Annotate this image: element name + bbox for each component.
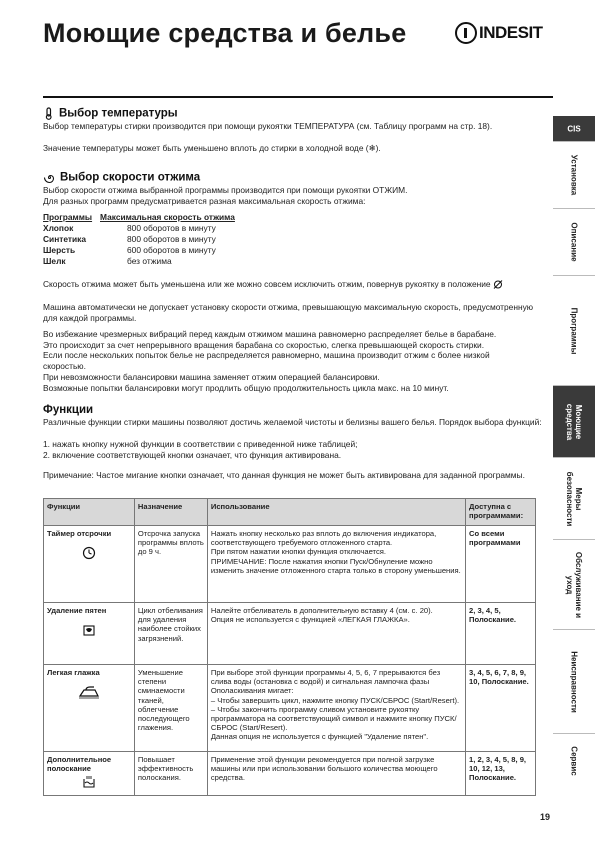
rinse-icon: [82, 775, 96, 788]
spin-row-speed: 800 оборотов в минуту: [127, 234, 216, 244]
spin-para1-text: Скорость отжима может быть уменьшена или же можно совсем исключить отжим, повернув рукоятку в положение: [43, 279, 491, 289]
spin-para5: Возможные попытки балансировки могут продлить общую продолжительность цикла макс. на 10 минут.: [43, 383, 449, 393]
brand-logo: [455, 22, 543, 44]
tab-label: Описание: [569, 222, 579, 262]
function-programs: 3, 4, 5, 6, 7, 8, 9, 10, Полоскание.: [466, 665, 536, 752]
spin-row-speed: 800 оборотов в минуту: [127, 223, 216, 233]
spin-row-program: Шелк: [43, 256, 66, 266]
table-header: Использование: [207, 499, 465, 526]
function-programs: Со всеми программами: [466, 526, 536, 603]
function-name-cell: [44, 526, 135, 603]
function-usage: При выборе этой функции программы 4, 5, 6, 7 прерываются без слива воды (остановка с водой) и сигнальная лампочка фазы Ополаскивания мигает: – Чтобы завершить цикл, нажмите кнопку ПУСК/СБРОС (Start/Resert). – Чтобы закончить программу сливом установите рукоятку программатора на соответствующий символ и нажмите кнопку ПУСК/СБРОС (Start/Resert). Данная опция не используется с функцией "Удаление пятен".: [207, 665, 465, 752]
function-name-cell: [44, 752, 135, 796]
spin-row-speed: 600 оборотов в минуту: [127, 245, 216, 255]
table-header-row: [44, 499, 536, 526]
spin-row: [43, 223, 343, 234]
spin-col-programs: Программы: [43, 212, 93, 222]
temperature-heading: [43, 107, 178, 120]
functions-note: Примечание: Частое мигание кнопки означает, что данная функция не может быть активирована для заданной программы.: [43, 470, 525, 480]
tab-label: Меры безопасности: [565, 471, 583, 526]
spin-row-speed: без отжима: [127, 256, 172, 266]
spin-row: [43, 245, 343, 256]
functions-heading: Функции: [43, 404, 94, 416]
brand-name: INDESIT: [479, 23, 543, 42]
spin-line2: Для разных программ предусматривается разная максимальная скорость отжима:: [43, 196, 366, 206]
table-row: [44, 665, 536, 752]
function-name-cell: [44, 603, 135, 665]
spin-row-program: Хлопок: [43, 223, 74, 233]
tab-label: Обслуживание и уход: [565, 551, 583, 618]
function-purpose: Цикл отбеливания для удаления наиболее стойких загрязнений.: [134, 603, 207, 665]
spin-row: [43, 256, 343, 267]
page-title: Моющие средства и белье: [43, 18, 407, 48]
indesit-logo-icon: [455, 22, 477, 44]
no-spin-icon: [493, 280, 503, 289]
functions-intro: Различные функции стирки машины позволяют достичь желаемой чистоты и белизны вашего белья. Порядок выбора функций:: [43, 417, 542, 427]
thermometer-icon: [43, 107, 55, 120]
function-usage: Нажать кнопку несколько раз вплоть до включения индикатора, соответствующего требуемого отложенного старта. При пятом нажатии кнопки функция отключается. ПРИМЕЧАНИЕ: После нажатия кнопки Пуск/Обнуление можно изменить значение отложенного старта только в сторону уменьшения.: [207, 526, 465, 603]
spin-row: [43, 234, 343, 245]
function-purpose: Отсрочка запуска программы вплоть до 9 ч.: [134, 526, 207, 603]
header-divider: [43, 96, 553, 98]
function-purpose: Повышает эффективность полоскания.: [134, 752, 207, 796]
page-number: 19: [540, 812, 551, 822]
spin-para4: При невозможности балансировки машина заменяет отжим операцией балансировки.: [43, 372, 380, 382]
tab-label: Неисправности: [569, 650, 579, 713]
table-row: [44, 752, 536, 796]
spin-para3: Во избежание чрезмерных вибраций перед каждым отжимом машина равномерно распределяет белье в барабане. Это происходит за счет непрерывного вращения барабана со скоростью, слегка превышающей скорость стирки. Если после нескольких попыток белье не распределяется равномерно, машина производит отжим с более низкой скоростью.: [43, 329, 497, 372]
spin-line1: Выбор скорости отжима выбранной программы производится при помощи рукоятки ОТЖИМ.: [43, 185, 408, 195]
tab-programs[interactable]: [553, 276, 595, 386]
clock-icon: [82, 546, 96, 560]
spin-heading-text: Выбор скорости отжима: [60, 171, 201, 184]
function-name: Таймер отсрочки: [47, 529, 112, 538]
tab-installation[interactable]: [553, 142, 595, 209]
tab-maintenance[interactable]: [553, 540, 595, 630]
tab-detergents[interactable]: [553, 386, 595, 458]
stain-icon: [82, 623, 96, 637]
table-header: Функции: [44, 499, 135, 526]
spin-para2: Машина автоматически не допускает установку скорости отжима, превышающую максимальную скорость, предусмотренную для каждой программы.: [43, 302, 534, 323]
function-purpose: Уменьшение степени сминаемости тканей, облегчение последующего глажения.: [134, 665, 207, 752]
tab-label: Установка: [569, 154, 579, 196]
spin-para1: [43, 279, 543, 290]
spin-heading: [43, 171, 200, 184]
spin-row-program: Шерсть: [43, 245, 76, 255]
function-name: Легкая глажка: [47, 668, 100, 677]
function-usage: Применение этой функции рекомендуется при полной загрузке машины или при использовании большого количества моющего средства.: [207, 752, 465, 796]
functions-table: [43, 498, 536, 796]
function-name-cell: [44, 665, 135, 752]
tab-troubleshooting[interactable]: [553, 630, 595, 734]
spin-spiral-icon: [43, 171, 56, 184]
function-name: Удаление пятен: [47, 606, 107, 615]
table-header: Назначение: [134, 499, 207, 526]
tab-label: Программы: [569, 307, 579, 354]
temperature-line2: Значение температуры может быть уменьшено вплоть до стирки в холодной воде (❄).: [43, 143, 381, 153]
table-row: [44, 526, 536, 603]
tab-label: CIS: [567, 124, 581, 133]
functions-step1: 1. нажать кнопку нужной функции в соответствии с приведенной ниже таблицей;: [43, 439, 358, 449]
tab-label: Моющие средства: [565, 403, 583, 440]
function-programs: 2, 3, 4, 5, Полоскание.: [466, 603, 536, 665]
temperature-heading-text: Выбор температуры: [59, 107, 178, 120]
spin-row-program: Синтетика: [43, 234, 87, 244]
function-usage: Налейте отбеливатель в дополнительную вставку 4 (см. с. 20). Опция не используется с функцией «ЛЕГКАЯ ГЛАЖКА».: [207, 603, 465, 665]
table-header: Доступна с программами:: [466, 499, 536, 526]
temperature-line1: Выбор температуры стирки производится при помощи рукоятки ТЕМПЕРАТУРА (см. Таблицу программ на стр. 18).: [43, 121, 493, 131]
spin-col-speed: Максимальная скорость отжима: [100, 212, 235, 222]
function-programs: 1, 2, 3, 4, 5, 8, 9, 10, 12, 13, Полоскание.: [466, 752, 536, 796]
functions-step2: 2. включение соответствующей кнопки означает, что функция активирована.: [43, 450, 342, 460]
tab-label: Сервис: [569, 746, 579, 776]
tab-safety[interactable]: [553, 458, 595, 540]
tab-cis[interactable]: [553, 116, 595, 142]
table-row: [44, 603, 536, 665]
function-name: Дополнительное полоскание: [47, 755, 112, 774]
tab-description[interactable]: [553, 209, 595, 276]
tab-service[interactable]: [553, 734, 595, 788]
iron-icon: [78, 685, 100, 699]
spin-speed-table: [43, 212, 343, 272]
